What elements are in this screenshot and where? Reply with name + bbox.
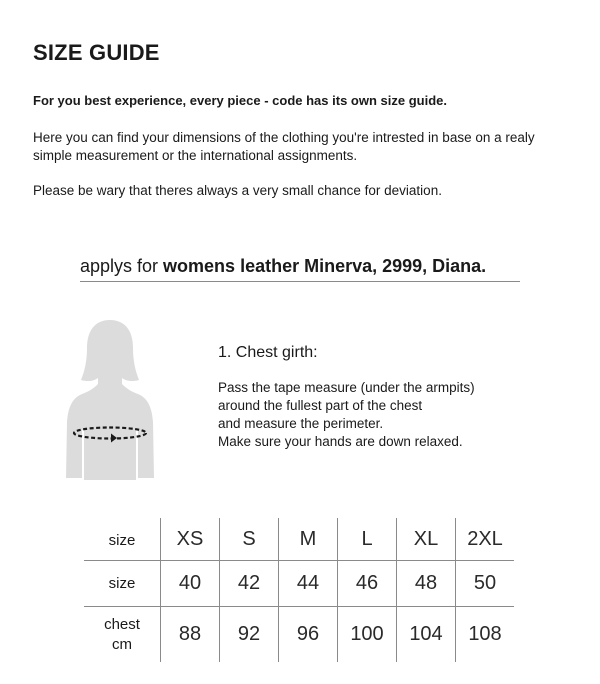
size-cell: 42: [220, 561, 279, 607]
woman-silhouette-icon: [60, 318, 160, 488]
applies-line: [80, 256, 520, 282]
row-label-chest: [84, 607, 161, 663]
row-label-chest-line1: chest: [104, 615, 140, 633]
intro-paragraph: Here you can find your dimensions of the clothing you're intrested in base on a realy simple measurement or the international assignments.: [33, 130, 535, 163]
chest-cell: 92: [220, 607, 279, 663]
lead-text: For you best experience, every piece - code has its own size guide.: [33, 93, 447, 108]
size-cell: XS: [161, 518, 220, 561]
instruction-line: around the fullest part of the chest: [218, 398, 423, 413]
size-table: [84, 518, 514, 662]
row-label-size-numeric: size: [84, 561, 161, 607]
size-cell: XL: [397, 518, 456, 561]
instruction-line: and measure the perimeter.: [218, 416, 384, 431]
table-row-letter-sizes: [84, 518, 514, 561]
size-cell: 46: [338, 561, 397, 607]
measurement-title: 1. Chest girth:: [218, 344, 318, 361]
applies-prefix: applys for: [80, 256, 164, 276]
table-row-numeric-sizes: [84, 561, 514, 607]
deviation-note: Please be wary that theres always a very small chance for deviation.: [33, 183, 442, 198]
size-cell: 40: [161, 561, 220, 607]
page-title: SIZE GUIDE: [33, 40, 160, 65]
size-cell: M: [279, 518, 338, 561]
chest-cell: 108: [456, 607, 515, 663]
table-row-chest-cm: [84, 607, 514, 663]
size-cell: S: [220, 518, 279, 561]
chest-cell: 96: [279, 607, 338, 663]
chest-cell: 104: [397, 607, 456, 663]
chest-cell: 100: [338, 607, 397, 663]
size-cell: 50: [456, 561, 515, 607]
applies-models: womens leather Minerva, 2999, Diana.: [163, 256, 487, 276]
measurement-instructions: [218, 379, 475, 451]
size-cell: 2XL: [456, 518, 515, 561]
row-label-size: size: [84, 518, 161, 561]
size-cell: L: [338, 518, 397, 561]
size-cell: 48: [397, 561, 456, 607]
chest-cell: 88: [161, 607, 220, 663]
instruction-line: Make sure your hands are down relaxed.: [218, 434, 463, 449]
size-cell: 44: [279, 561, 338, 607]
row-label-chest-line2: cm: [112, 635, 132, 653]
instruction-line: Pass the tape measure (under the armpits): [218, 380, 475, 395]
